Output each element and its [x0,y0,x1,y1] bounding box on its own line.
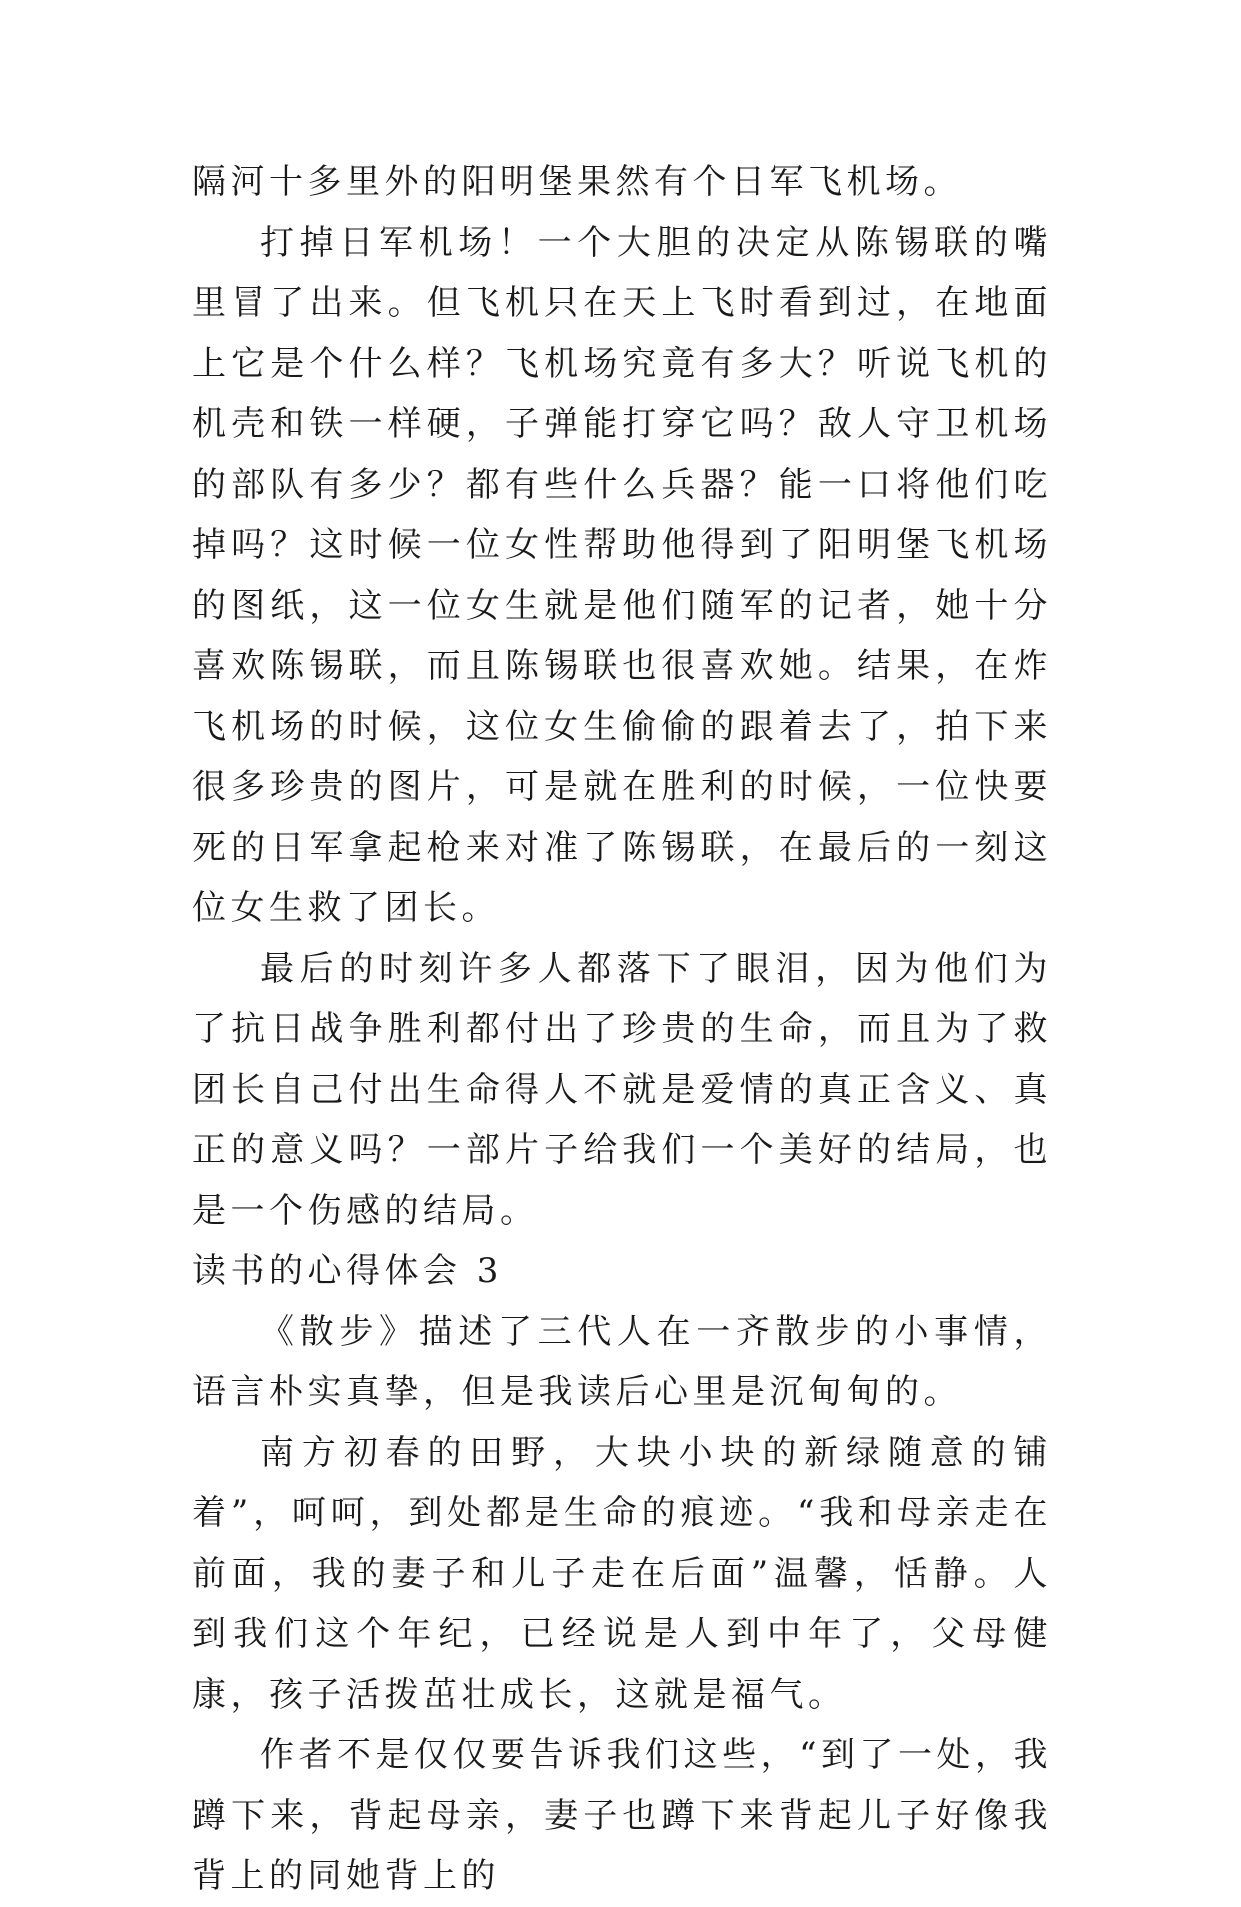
paragraph-airfield-attack: 打掉日军机场！一个大胆的决定从陈锡联的嘴里冒了出来。但飞机只在天上飞时看到过，在地面上它是个什么样？飞机场究竟有多大？听说飞机的机壳和铁一样硬，子弹能打穿它吗？敌人守卫机场的部队有多少？都有些什么兵器？能一口将他们吃掉吗？这时候一位女性帮助他得到了阳明堡飞机场的图纸，这一位女生就是他们随军的记者，她十分喜欢陈锡联，而且陈锡联也很喜欢她。结果，在炸飞机场的时候，这位女生偷偷的跟着去了，拍下来很多珍贵的图片，可是就在胜利的时候，一位快要死的日军拿起枪来对准了陈锡联，在最后的一刻这位女生救了团长。 [192,222,1052,928]
section-heading: 读书的心得体会 3 [192,1251,503,1291]
paragraph-ending: 最后的时刻许多人都落下了眼泪，因为他们为了抗日战争胜利都付出了珍贵的生命，而且为了救团长自己付出生命得人不就是爱情的真正含义、真正的意义吗？一部片子给我们一个美好的结局，也是一个伤感的结局。 [192,948,1052,1231]
paragraph-airfield-intro: 隔河十多里外的阳明堡果然有个日军飞机场。 [192,162,962,202]
document-body [192,152,1052,1907]
paragraph-walk-author: 作者不是仅仅要告诉我们这些，“到了一处，我蹲下来，背起母亲，妻子也蹲下来背起儿子好像我背上的同她背上的 [192,1735,1052,1896]
paragraph-walk-intro: 《散步》描述了三代人在一齐散步的小事情，语言朴实真挚，但是我读后心里是沉甸甸的。 [192,1311,1052,1412]
paragraph-walk-fields: 南方初春的田野，大块小块的新绿随意的铺着”，呵呵，到处都是生命的痕迹。“我和母亲走在前面，我的妻子和儿子走在后面”温馨，恬静。人到我们这个年纪，已经说是人到中年了，父母健康，孩子活拨茁壮成长，这就是福气。 [192,1432,1052,1715]
